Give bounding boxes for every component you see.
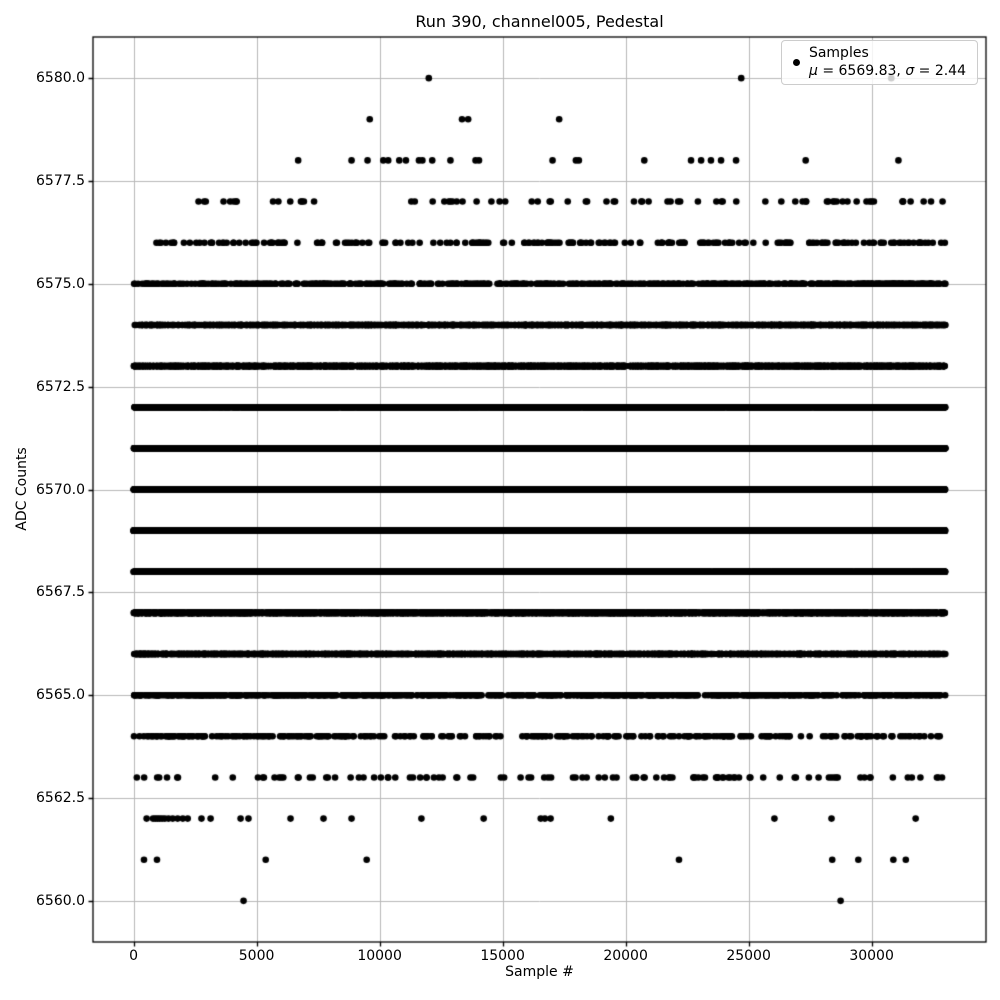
legend-sigma-value: = 2.44 (914, 62, 966, 79)
x-tick-label: 20000 (603, 948, 648, 964)
legend-sample-marker-icon (793, 59, 800, 66)
y-tick-label: 6575.0 (36, 275, 85, 292)
legend-text (809, 45, 966, 80)
x-tick-label: 0 (129, 948, 139, 964)
x-tick-label: 10000 (357, 948, 402, 964)
y-tick-label: 6567.5 (36, 584, 85, 601)
x-tick-label: 5000 (238, 948, 275, 964)
y-tick-label: 6560.0 (36, 892, 85, 909)
x-tick-label: 25000 (726, 948, 771, 964)
y-tick-label: 6572.5 (36, 378, 85, 395)
x-tick-label: 15000 (480, 948, 525, 964)
legend-mu-symbol: μ (808, 62, 818, 79)
legend-samples-label: Samples (808, 45, 869, 61)
legend (781, 40, 978, 85)
y-tick-label: 6565.0 (36, 687, 85, 704)
x-axis-label: Sample # (505, 964, 574, 980)
y-tick-label: 6570.0 (36, 481, 85, 498)
y-axis-label: ADC Counts (14, 447, 30, 531)
y-tick-label: 6580.0 (36, 70, 85, 87)
legend-mu-value: = 6569.83, (817, 62, 906, 79)
y-tick-label: 6577.5 (36, 172, 85, 189)
y-tick-label: 6562.5 (36, 790, 85, 807)
chart-title: Run 390, channel005, Pedestal (415, 12, 664, 31)
legend-sigma-symbol: σ (905, 62, 915, 79)
x-tick-label: 30000 (849, 948, 894, 964)
